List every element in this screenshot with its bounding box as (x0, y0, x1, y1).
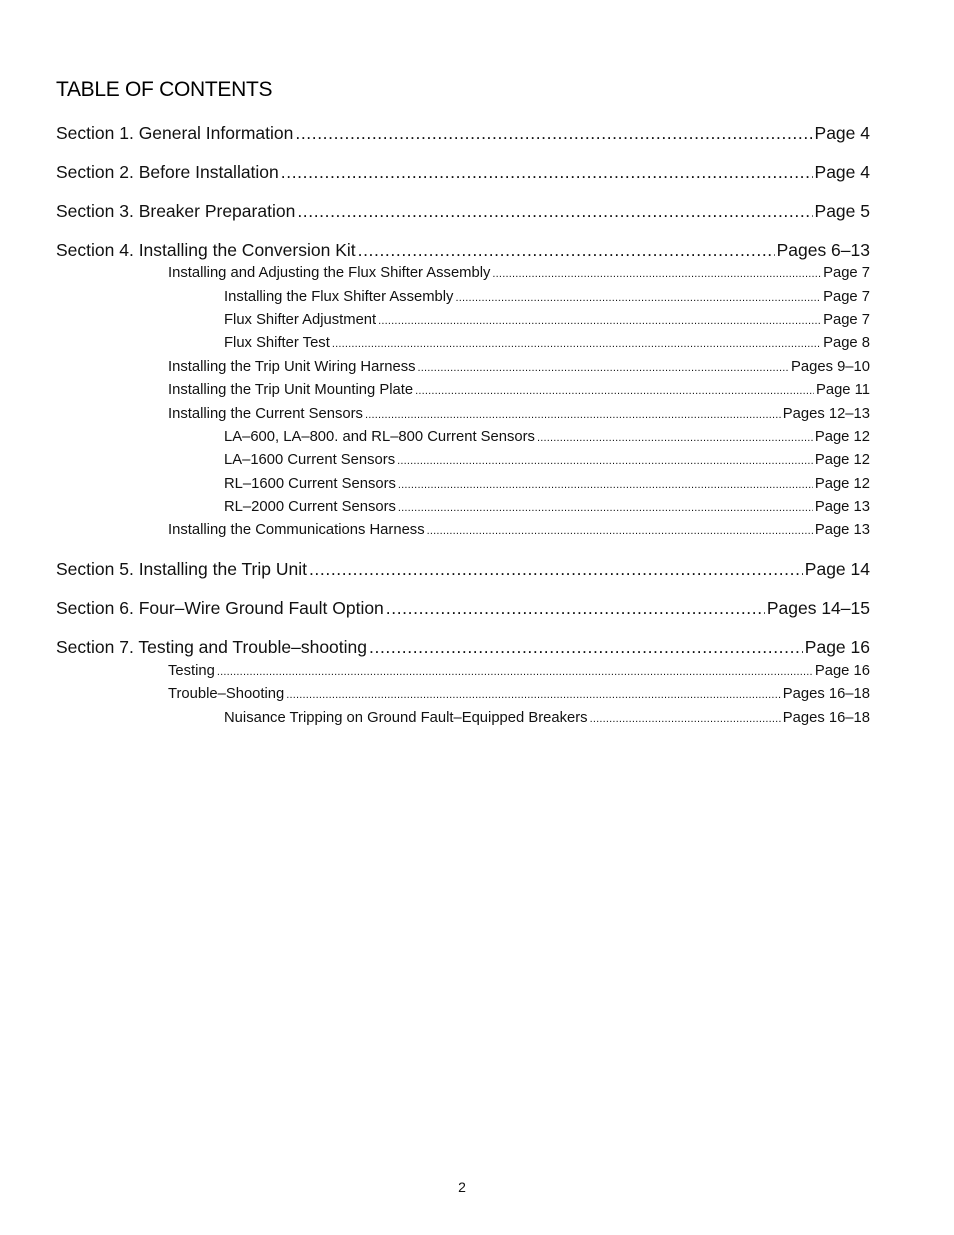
toc-entry-label: RL–2000 Current Sensors (224, 499, 396, 515)
toc-entry-flux-shifter-assembly[interactable] (168, 263, 870, 283)
toc-entry-communications-harness[interactable] (168, 520, 870, 540)
toc-entry-label: Section 2. Before Installation (56, 162, 279, 182)
toc-entry-label: Section 6. Four–Wire Ground Fault Option (56, 598, 384, 618)
toc-entry-label: Trouble–Shooting (168, 686, 285, 702)
toc-entry-rl2000-sensors[interactable] (224, 497, 870, 517)
toc-entry-section-7[interactable] (56, 635, 870, 659)
toc-entry-page: Pages 6–13 (776, 240, 870, 260)
dot-leader (332, 334, 821, 354)
toc-entry-testing[interactable] (168, 661, 870, 681)
toc-entry-label: Section 4. Installing the Conversion Kit (56, 240, 356, 260)
toc-entry-la600-sensors[interactable] (224, 427, 870, 447)
toc-entry-page: Page 4 (814, 123, 870, 143)
toc-entry-section-4[interactable] (56, 238, 870, 262)
toc-entry-label: Installing the Flux Shifter Assembly (224, 289, 454, 305)
toc-entry-page: Page 12 (814, 429, 870, 445)
toc-entry-label: Installing and Adjusting the Flux Shifter Assembly (168, 265, 491, 281)
toc-entry-label: Flux Shifter Adjustment (224, 312, 377, 328)
toc-entry-page: Page 13 (814, 499, 870, 515)
dot-leader (217, 662, 813, 682)
toc-entry-section-3[interactable] (56, 199, 870, 223)
toc-entry-label: Section 7. Testing and Trouble–shooting (56, 637, 368, 657)
toc-entry-mounting-plate[interactable] (168, 380, 870, 400)
toc-entry-label: RL–1600 Current Sensors (224, 476, 396, 492)
dot-leader (358, 238, 775, 262)
dot-leader (537, 428, 813, 448)
toc-entry-page: Page 5 (814, 201, 870, 221)
toc-entry-page: Page 7 (823, 289, 870, 305)
dot-leader (398, 475, 813, 495)
dot-leader (378, 311, 821, 331)
toc-entry-page: Pages 16–18 (782, 710, 870, 726)
dot-leader (427, 521, 813, 541)
toc-entry-label: Installing the Trip Unit Wiring Harness (168, 359, 416, 375)
toc-entry-label: LA–1600 Current Sensors (224, 452, 396, 468)
dot-leader (492, 264, 821, 284)
toc-entry-section-6[interactable] (56, 596, 870, 620)
dot-leader (398, 498, 813, 518)
toc-entry-label: Nuisance Tripping on Ground Fault–Equipped Breakers (224, 710, 588, 726)
toc-entry-page: Page 8 (823, 335, 870, 351)
toc-entry-section-5[interactable] (56, 557, 870, 581)
dot-leader (286, 685, 781, 705)
toc-entry-page: Page 12 (814, 452, 870, 468)
toc-entry-flux-shifter-test[interactable] (224, 333, 870, 353)
toc-entry-label: Section 1. General Information (56, 123, 294, 143)
toc-entry-label: Testing (168, 663, 215, 679)
toc-entry-page: Pages 9–10 (791, 359, 870, 375)
toc-entry-label: Installing the Current Sensors (168, 406, 363, 422)
dot-leader (297, 199, 812, 223)
toc-entry-page: Page 11 (815, 382, 870, 398)
dot-leader (281, 160, 813, 184)
toc-entry-section-1[interactable] (56, 121, 870, 145)
toc-entry-label: Installing the Trip Unit Mounting Plate (168, 382, 414, 398)
dot-leader (418, 358, 789, 378)
toc-entry-page: Page 4 (814, 162, 870, 182)
dot-leader (365, 405, 781, 425)
toc-entry-page: Pages 16–18 (782, 686, 870, 702)
dot-leader (415, 381, 814, 401)
toc-entry-flux-shifter-adjustment[interactable] (224, 310, 870, 330)
toc-entry-label: Installing the Communications Harness (168, 522, 425, 538)
toc-entry-page: Page 16 (814, 663, 870, 679)
toc-entry-page: Page 14 (804, 559, 870, 579)
toc-entry-label: Section 3. Breaker Preparation (56, 201, 296, 221)
toc-entry-page: Page 13 (814, 522, 870, 538)
dot-leader (397, 451, 813, 471)
toc-entry-page: Page 16 (804, 637, 870, 657)
toc-entry-current-sensors[interactable] (168, 404, 870, 424)
toc-entry-section-2[interactable] (56, 160, 870, 184)
toc-entry-trouble-shooting[interactable] (168, 684, 870, 704)
dot-leader (295, 121, 812, 145)
toc-entry-page: Pages 14–15 (766, 598, 870, 618)
toc-entry-label: Flux Shifter Test (224, 335, 330, 351)
toc-entry-page: Page 7 (823, 265, 870, 281)
toc-entry-installing-flux-shifter[interactable] (224, 287, 870, 307)
toc-entry-page: Page 12 (814, 476, 870, 492)
toc-entry-la1600-sensors[interactable] (224, 450, 870, 470)
toc-entry-wiring-harness[interactable] (168, 357, 870, 377)
dot-leader (590, 709, 781, 729)
toc-entry-label: LA–600, LA–800. and RL–800 Current Sensors (224, 429, 535, 445)
toc-entry-label: Section 5. Installing the Trip Unit (56, 559, 307, 579)
dot-leader (455, 288, 821, 308)
toc-entry-page: Pages 12–13 (782, 406, 870, 422)
page-title: TABLE OF CONTENTS (56, 78, 273, 101)
dot-leader (309, 557, 803, 581)
dot-leader (369, 635, 803, 659)
toc-entry-page: Page 7 (823, 312, 870, 328)
page-number: 2 (458, 1179, 466, 1195)
dot-leader (386, 596, 765, 620)
toc-entry-rl1600-sensors[interactable] (224, 474, 870, 494)
toc-entry-nuisance-tripping[interactable] (224, 708, 870, 728)
